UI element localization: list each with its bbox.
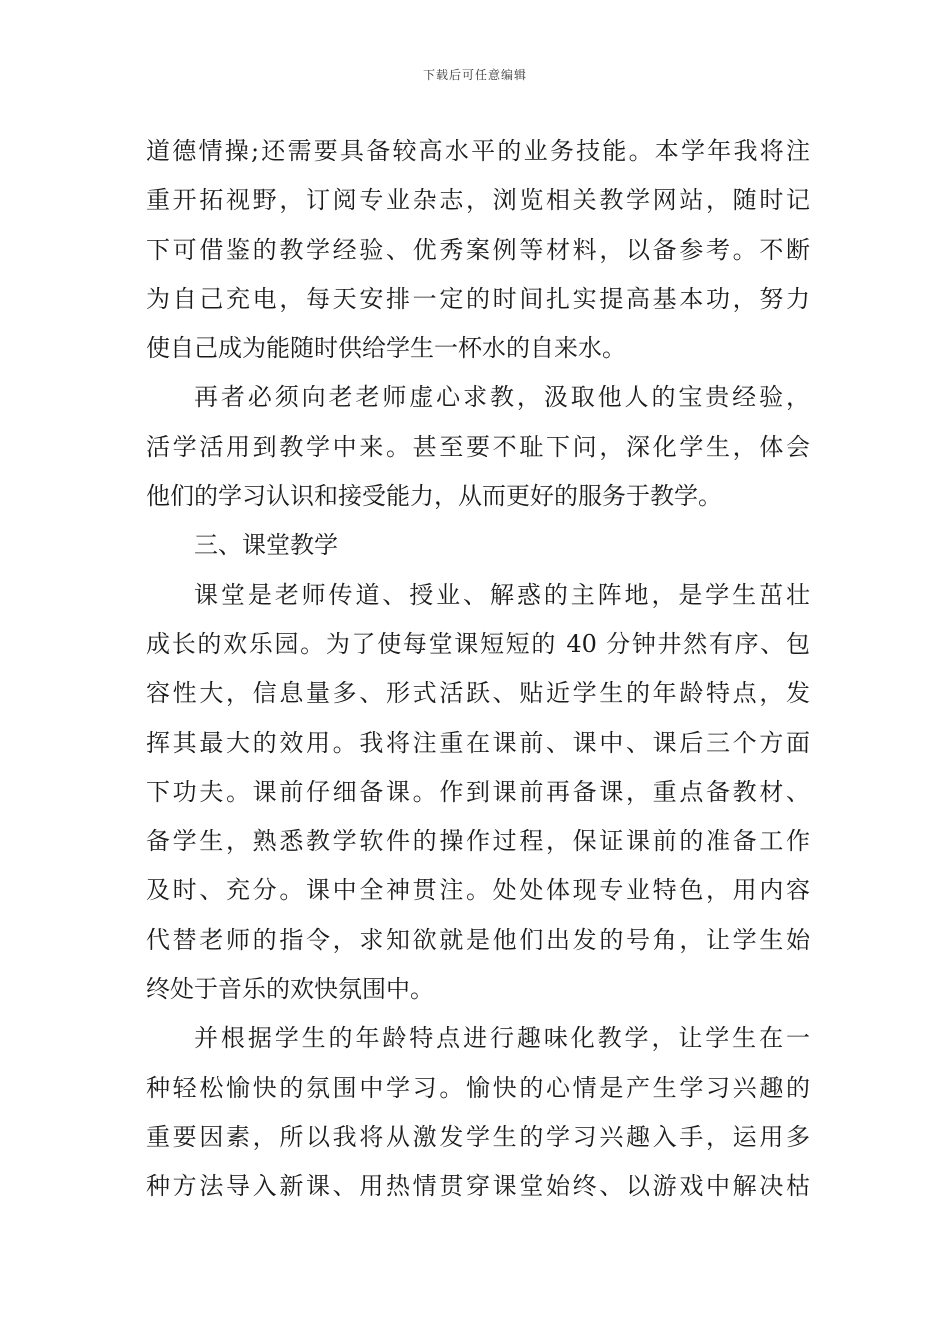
text-line: 代替老师的指令，求知欲就是他们出发的号角，让学生始 <box>146 925 810 954</box>
text-line: 终处于音乐的欢快氛围中。 <box>146 975 434 1004</box>
text-line: 种轻松愉快的氛围中学习。愉快的心情是产生学习兴趣的 <box>146 1073 810 1102</box>
text-line: 重要因素，所以我将从激发学生的学习兴趣入手，运用多 <box>146 1122 810 1151</box>
text-line: 课堂是老师传道、授业、解惑的主阵地，是学生茁壮 <box>194 580 810 609</box>
text-line: 下可借鉴的教学经验、优秀案例等材料，以备参考。不断 <box>146 235 810 264</box>
text-line: 挥其最大的效用。我将注重在课前、课中、课后三个方面 <box>146 728 810 757</box>
text-line: 活学活用到教学中来。甚至要不耻下问，深化学生，体会 <box>146 432 810 461</box>
text-line: 及时、充分。课中全神贯注。处处体现专业特色，用内容 <box>146 876 810 905</box>
text-line: 为自己充电，每天安排一定的时间扎实提高基本功，努力 <box>146 284 810 313</box>
page-header: 下载后可任意编辑 <box>422 68 527 82</box>
text-line: 下功夫。课前仔细备课。作到课前再备课，重点备教材、 <box>146 777 810 806</box>
text-line: 重开拓视野，订阅专业杂志，浏览相关教学网站，随时记 <box>146 186 810 215</box>
text-line: 道德情操;还需要具备较高水平的业务技能。本学年我将注 <box>146 137 810 165</box>
text-line: 再者必须向老老师虚心求教，汲取他人的宝贵经验， <box>194 383 810 412</box>
text-line: 三、课堂教学 <box>194 531 338 560</box>
text-line: 成长的欢乐园。为了使每堂课短短的 40 分钟井然有序、包 <box>146 629 810 658</box>
text-line: 使自己成为能随时供给学生一杯水的自来水。 <box>146 334 626 363</box>
document-body <box>146 127 810 1212</box>
text-line: 他们的学习认识和接受能力，从而更好的服务于教学。 <box>146 482 722 511</box>
text-line: 容性大，信息量多、形式活跃、贴近学生的年龄特点，发 <box>146 679 810 708</box>
text-line: 备学生，熟悉教学软件的操作过程，保证课前的准备工作 <box>146 827 810 856</box>
text-line: 并根据学生的年龄特点进行趣味化教学，让学生在一 <box>194 1024 810 1053</box>
text-line: 种方法导入新课、用热情贯穿课堂始终、以游戏中解决枯 <box>146 1172 810 1201</box>
